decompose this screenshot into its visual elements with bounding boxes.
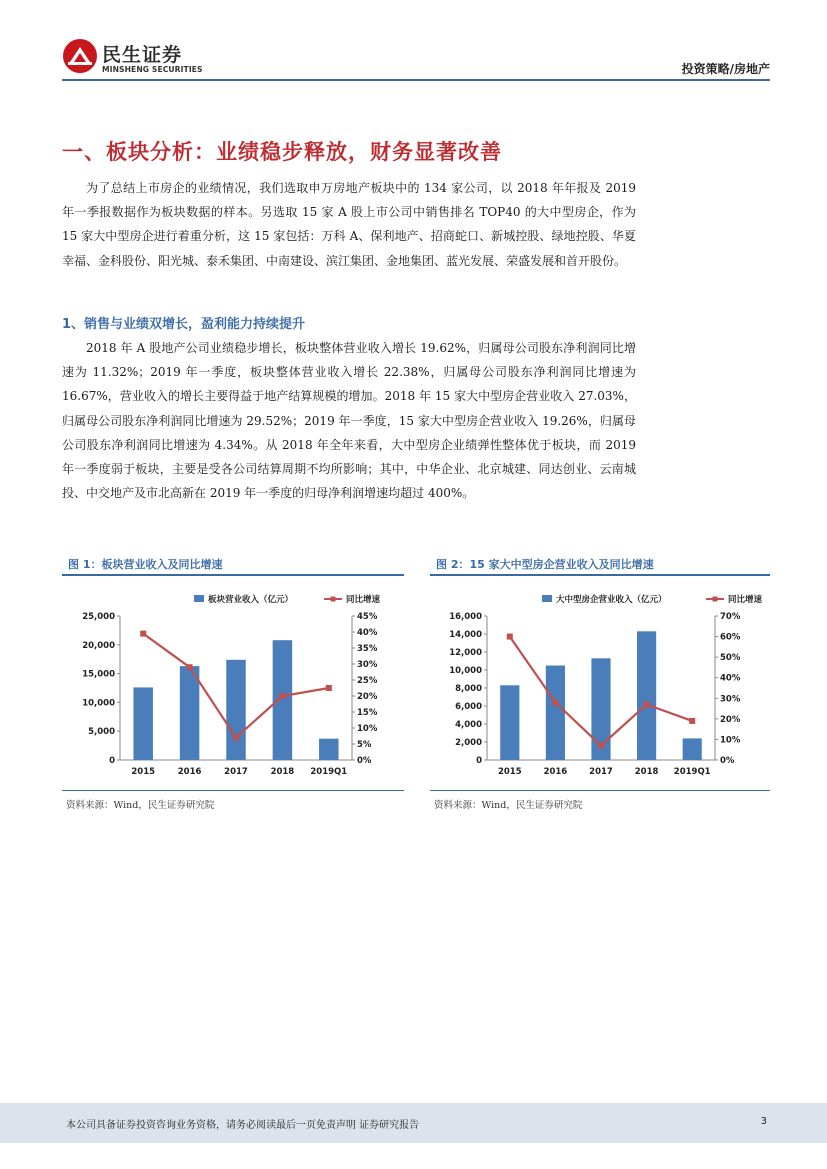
growth-point-2015 (507, 634, 513, 640)
figure-2-bottom-rule (430, 790, 770, 791)
section-title: 一、板块分析：业绩稳步释放，财务显著改善 (62, 140, 502, 164)
y-right-tick-label: 0% (720, 756, 735, 766)
x-tick-label: 2016 (177, 767, 202, 777)
logo-english-name: MINSHENG SECURITIES (102, 65, 203, 74)
y-right-tick-label: 5% (357, 740, 372, 750)
y-right-tick-label: 0% (357, 756, 372, 766)
legend-line-label: 同比增速 (728, 595, 763, 605)
y-right-tick-label: 40% (720, 673, 741, 684)
figure-2-source: 资料来源：Wind，民生证券研究院 (434, 800, 583, 811)
body-paragraph: 2018 年 A 股地产公司业绩稳步增长，板块整体营业收入增长 19.62%，归属母公司股东净利润同比增速为 11.32%；2019 年一季度，板块整体营业收入增长 22.38%，归属母公司股东净利润同比增速为 16.67%，营业收入的增长主要得益于地产结算规模的增加。2018 年 15 家大中型房企营业收入 27.03%，归属母公司股东净利润同比增速为 29.52%；2019 年一季度，15 家大中型房企营业收入 19.26%，归属母公司股东净利润同比增速为 4.34%。从 2018 年全年来看，大中型房企业绩弹性整体优于板块，而 2019 年一季度弱于板块，主要是受各公司结算周期不均所影响；其中，中华企业、北京城建、同达创业、云南城投、中交地产及市北高新在 2019 年一季度的归母净利润增速均超过 400%。 (62, 341, 636, 501)
legend-line-marker (331, 597, 336, 602)
y-left-tick-label: 8,000 (455, 684, 482, 694)
y-left-tick-label: 12,000 (449, 648, 482, 658)
legend-bar-label: 板块营业收入（亿元） (208, 595, 294, 605)
y-left-tick-label: 16,000 (449, 612, 482, 622)
bar-2016 (546, 666, 565, 761)
legend-line-marker (713, 597, 718, 602)
x-tick-label: 2017 (224, 767, 248, 777)
x-tick-label: 2015 (497, 767, 522, 777)
figure-2-top-rule (430, 574, 770, 576)
growth-point-2019Q1 (689, 718, 695, 724)
minsheng-logo-icon (62, 38, 98, 74)
y-left-tick-label: 6,000 (455, 702, 482, 712)
growth-point-2017 (233, 735, 239, 741)
page-number: 3 (760, 1116, 767, 1127)
figure-1-title: 图 1：板块营业收入及同比增速 (68, 558, 223, 571)
growth-point-2016 (187, 664, 193, 670)
bar-2018 (273, 640, 292, 760)
bar-2018 (637, 631, 656, 760)
legend-bar-swatch (194, 595, 204, 602)
y-left-tick-label: 0 (476, 756, 482, 766)
x-tick-label: 2015 (131, 767, 156, 777)
subsection-title: 1、销售与业绩双增长，盈利能力持续提升 (62, 317, 306, 332)
y-right-tick-label: 70% (720, 612, 741, 622)
chart-legend (542, 594, 763, 605)
bar-2015 (500, 685, 519, 760)
report-category: 投资策略/房地产 (681, 62, 770, 76)
x-tick-label: 2018 (270, 767, 295, 777)
figure-1-top-rule (62, 574, 404, 576)
y-right-tick-label: 40% (357, 628, 378, 638)
y-left-tick-label: 25,000 (82, 612, 115, 622)
y-right-tick-label: 15% (357, 708, 378, 718)
legend-line-label: 同比增速 (346, 595, 381, 605)
header-divider (62, 79, 770, 81)
y-right-tick-label: 35% (357, 644, 378, 654)
y-left-tick-label: 15,000 (82, 669, 115, 680)
bar-2019Q1 (319, 739, 338, 760)
growth-point-2016 (552, 699, 558, 705)
x-tick-label: 2019Q1 (673, 767, 711, 777)
figure-1-source: 资料来源：Wind，民生证券研究院 (66, 800, 215, 811)
figure-1-bottom-rule (62, 790, 404, 791)
y-left-tick-label: 2,000 (455, 738, 482, 748)
chart-2 (430, 580, 770, 785)
y-right-tick-label: 10% (720, 735, 741, 746)
growth-point-2019Q1 (326, 685, 332, 691)
y-right-tick-label: 10% (357, 724, 378, 734)
growth-point-2018 (279, 693, 285, 699)
y-left-tick-label: 10,000 (449, 666, 482, 676)
y-left-tick-label: 14,000 (449, 630, 482, 640)
bar-2015 (133, 687, 152, 760)
legend-bar-label: 大中型房企营业收入（亿元） (556, 595, 667, 605)
y-right-tick-label: 45% (357, 612, 378, 622)
y-left-tick-label: 10,000 (82, 698, 115, 709)
intro-paragraph: 为了总结上市房企的业绩情况，我们选取申万房地产板块中的 134 家公司，以 2018 年年报及 2019 年一季报数据作为板块数据的样本。另选取 15 家 A 股上市公司中销售排名 TOP40 的大中型房企，作为 15 家大中型房企进行着重分析，这 15 家包括：万科 A、保利地产、招商蛇口、新城控股、绿地控股、华夏幸福、金科股份、阳光城、泰禾集团、中南建设、滨江集团、金地集团、蓝光发展、荣盛发展和首开股份。 (62, 181, 636, 268)
y-left-tick-label: 0 (109, 756, 115, 766)
x-tick-label: 2017 (589, 767, 613, 777)
y-right-tick-label: 25% (357, 676, 378, 686)
y-left-tick-label: 5,000 (88, 727, 115, 738)
y-left-tick-label: 20,000 (82, 640, 115, 651)
y-right-tick-label: 30% (357, 660, 378, 670)
logo-chinese-name: 民生证券 (102, 44, 183, 66)
bar-2017 (226, 660, 245, 760)
y-right-tick-label: 60% (720, 632, 741, 643)
y-right-tick-label: 30% (720, 694, 741, 705)
bar-2019Q1 (683, 738, 702, 760)
y-left-tick-label: 4,000 (455, 720, 482, 730)
x-tick-label: 2016 (543, 767, 568, 777)
bar-2016 (180, 666, 199, 760)
figure-2-title: 图 2：15 家大中型房企营业收入及同比增速 (436, 558, 654, 571)
x-tick-label: 2018 (634, 767, 659, 777)
x-tick-label: 2019Q1 (310, 767, 348, 777)
chart-legend (194, 594, 381, 605)
growth-point-2018 (644, 701, 650, 707)
page-footer (0, 1103, 827, 1143)
footer-disclaimer: 本公司具备证券投资咨询业务资格，请务必阅读最后一页免责声明 证券研究报告 (66, 1120, 420, 1131)
growth-point-2017 (598, 743, 604, 749)
y-right-tick-label: 50% (720, 653, 741, 664)
growth-point-2015 (140, 631, 146, 637)
company-logo (62, 38, 222, 78)
y-right-tick-label: 20% (357, 692, 378, 702)
y-right-tick-label: 20% (720, 714, 741, 725)
legend-bar-swatch (542, 595, 552, 602)
chart-1 (62, 580, 404, 785)
